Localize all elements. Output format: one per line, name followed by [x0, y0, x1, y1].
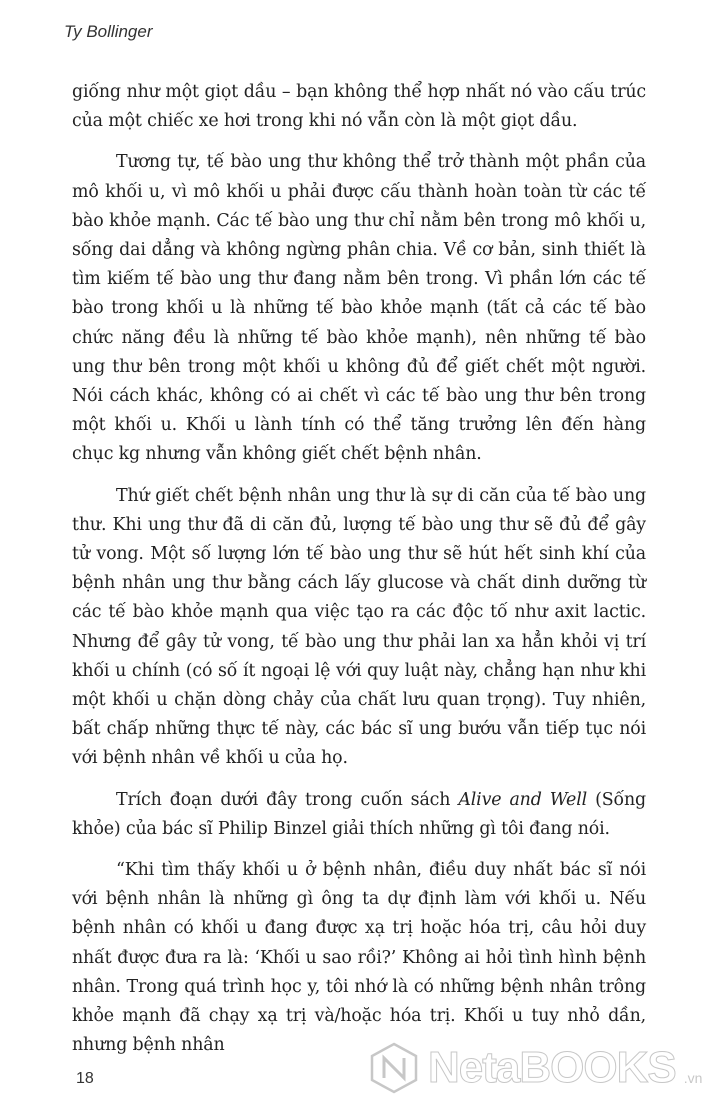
body-text [72, 78, 646, 1073]
quote-intro-after: (Sống khỏe) của bác sĩ Philip Binzel giải thích những gì tôi đang nói. [72, 789, 646, 839]
paragraph-2: Tương tự, tế bào ung thư không thể trở thành một phần của mô khối u, vì mô khối u phải được cấu thành hoàn toàn từ các tế bào khỏe mạnh. Các tế bào ung thư chỉ nằm bên trong mô khối u, sống dai dẳng và không ngừng phân chia. Về cơ bản, sinh thiết là tìm kiếm tế bào ung thư đang nằm bên trong. Vì phần lớn các tế bào trong khối u là những tế bào khỏe mạnh (tất cả các tế bào chức năng đều là những tế bào khỏe mạnh), nên những tế bào ung thư bên trong một khối u không đủ để giết chết một người. Nói cách khác, không có ai chết vì các tế bào ung thư bên trong một khối u. Khối u lành tính có thể tăng trưởng lên đến hàng chục kg nhưng vẫn không giết chết bệnh nhân. [72, 152, 646, 465]
running-header-author: Ty Bollinger [64, 22, 153, 41]
watermark-text: NetaBOOKS [428, 1043, 676, 1092]
book-title: Alive and Well [458, 789, 588, 810]
paragraph-quote: “Khi tìm thấy khối u ở bệnh nhân, điều duy nhất bác sĩ nói với bệnh nhân là những gì ông ta dự định làm với khối u. Nếu bệnh nhân có khối u đang được xạ trị hoặc hóa trị, câu hỏi duy nhất được đưa ra là: ‘Khối u sao rồi?’ Không ai hỏi tình hình bệnh nhân. Trong quá trình học y, tôi nhớ là có những bệnh nhân trông khỏe mạnh đã chạy xạ trị và/hoặc hóa trị. Khối u tuy nhỏ dần, nhưng bệnh nhân [72, 860, 646, 1056]
paragraph-continued: giống như một giọt dầu – bạn không thể hợp nhất nó vào cấu trúc của một chiếc xe hơi trong khi nó vẫn còn là một giọt dầu. [72, 82, 646, 132]
watermark-suffix: .vn [683, 1070, 702, 1086]
netabooks-logo-icon [368, 1042, 420, 1094]
quote-intro-before: Trích đoạn dưới đây trong cuốn sách [116, 789, 459, 810]
publisher-watermark [368, 1042, 702, 1094]
page-number: 18 [76, 1070, 94, 1087]
paragraph-3: Thứ giết chết bệnh nhân ung thư là sự di căn của tế bào ung thư. Khi ung thư đã di căn đủ, lượng tế bào ung thư sẽ đủ để gây tử vong. Một số lượng lớn tế bào ung thư sẽ hút hết sinh khí của bệnh nhân ung thư bằng cách lấy glucose và chất dinh dưỡng từ các tế bào khỏe mạnh qua việc tạo ra các độc tố như axit lactic. Nhưng để gây tử vong, tế bào ung thư phải lan xa hẳn khỏi vị trí khối u chính (có số ít ngoại lệ với quy luật này, chẳng hạn như khi một khối u chặn dòng chảy của chất lưu quan trọng). Tuy nhiên, bất chấp những thực tế này, các bác sĩ ung bướu vẫn tiếp tục nói với bệnh nhân về khối u của họ. [72, 485, 646, 769]
paragraph-quote-intro [72, 786, 646, 844]
